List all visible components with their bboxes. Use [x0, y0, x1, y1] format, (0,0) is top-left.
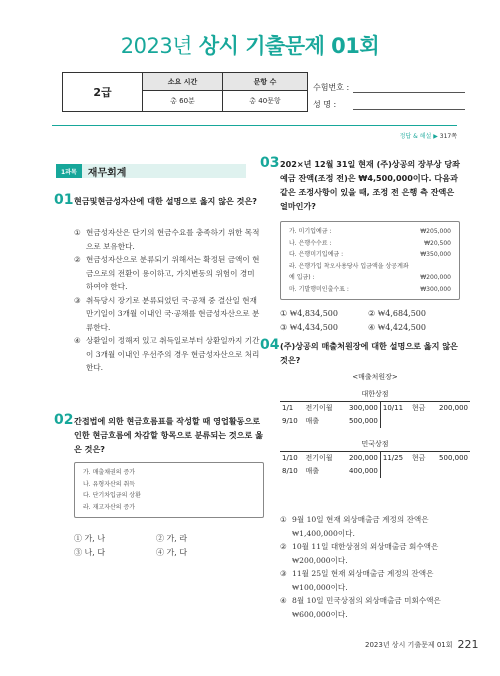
ledger-table [280, 401, 470, 428]
title-text: 상시 기출문제 01회 [198, 34, 380, 58]
question-number: 03 [260, 155, 280, 171]
answer-reference: 정답 & 해설 ▶ 317쪽 [399, 133, 457, 140]
question-number: 02 [54, 412, 74, 428]
ledger-name: 대한상점 [361, 390, 389, 398]
option-list [74, 226, 260, 375]
exam-name-line [353, 100, 465, 110]
option-item: ④ 상환일이 정해져 있고 취득일로부터 상환일까지 기간이 3개월 이내인 우선주의 경우 현금성자산으로 처리한다. [74, 336, 260, 372]
page-title [0, 30, 500, 60]
grade-cell: 2급 [63, 73, 143, 112]
question-number: 01 [54, 192, 74, 208]
option-list [280, 513, 458, 621]
subject-name: 재무회계 [87, 167, 127, 179]
table-row: 8/10 매출 400,000 [280, 465, 470, 478]
question-text: (주)상공의 매출처원장에 대한 설명으로 옳지 않은 것은? [280, 341, 458, 365]
ledger-name: 민국상점 [361, 440, 389, 448]
title-year: 2023년 [120, 34, 193, 58]
option-pairs: ① 가, 나 ② 가, 라 ③ 나, 다 ④ 가, 다 [74, 534, 188, 557]
subject-tag: 1과목 [56, 164, 82, 178]
subject-banner [56, 164, 246, 178]
option-item: ① 현금성자산은 단기의 현금수요를 충족하기 위한 목적으로 보유한다. [74, 228, 260, 251]
question-text: 현금및현금성자산에 대한 설명으로 옳지 않은 것은? [74, 196, 257, 206]
ledger-table [280, 451, 470, 478]
time-value: 총 60분 [143, 91, 223, 112]
exam-info-table [62, 72, 308, 112]
count-label: 문항 수 [222, 73, 307, 91]
exam-number-label: 수험번호 : [313, 83, 350, 92]
table-row: 9/10 매출 500,000 [280, 415, 470, 428]
condition-box: 가. 미기입예금 : ₩205,000 나. 은행수수료 : ₩20,500 다. 은행미기입예금 : ₩350,000 라. 은행가입 착오사용당사 입금액을 상공계좌 예 입금) : ₩200,000 마. 기발행미인출수표 : ₩300,000 [280, 221, 460, 300]
exam-name-label: 성 명 : [313, 100, 337, 109]
count-value: 총 40문항 [222, 91, 307, 112]
ledger-area [280, 371, 470, 478]
table-row: 1/10 전기이월 200,000 11/25 현금 500,000 [280, 452, 470, 466]
header-divider [52, 125, 457, 126]
question-text: 202×년 12월 31일 현재 (주)상공의 장부상 당좌예금 잔액(조정 전)은 ₩4,500,000이다. 다음과 같은 조정사항이 있을 때, 조정 전 은행 측 잔액은 얼마인가? [280, 159, 460, 211]
footer-text: 2023년 상시 기출문제 01회 [365, 640, 453, 649]
exam-number-line [353, 83, 465, 93]
time-label: 소요 시간 [143, 73, 223, 91]
option-item: ④ 8월 10일 민국상점의 외상매출금 미회수액은 ₩600,000이다. [280, 596, 441, 619]
ledger-heading: <매출처원장> [352, 373, 398, 381]
question-number: 04 [260, 337, 280, 353]
exam-fields [313, 79, 465, 113]
option-item: ③ 11월 25일 현재 외상매출금 계정의 잔액은 ₩100,000이다. [280, 569, 434, 592]
option-item: ② 10월 11일 대한상점의 외상매출금 회수액은 ₩200,000이다. [280, 542, 439, 565]
question-text: 간접법에 의한 현금흐름표를 작성할 때 영업활동으로 인한 현금흐름에 차감할 항목으로 분류되는 것으로 옳은 것은? [74, 416, 263, 454]
option-item: ② 현금성자산으로 분류되기 위해서는 확정된 금액이 현금으로의 전환이 용이하고, 가치변동의 위험이 경미하여야 한다. [74, 255, 260, 291]
condition-box: 가. 매출채권의 증가 나. 유형자산의 취득 다. 단기차입금의 상환 라. 재고자산의 증가 [74, 462, 264, 518]
table-row: 1/1 전기이월 300,000 10/11 현금 200,000 [280, 402, 470, 416]
option-item: ③ 취득당시 장기로 분류되었던 국·공채 중 결산일 현재 만기일이 3개월 이내인 국·공채를 현금성자산으로 분류한다. [74, 295, 260, 332]
option-item: ① 9월 10일 현재 외상매출금 계정의 잔액은 ₩1,400,000이다. [280, 515, 429, 538]
page-footer [365, 638, 479, 651]
option-pairs: ① ₩4,834,500 ② ₩4,684,500 ③ ₩4,434,500 ④ ₩4,424,500 [280, 309, 426, 332]
page-number: 221 [457, 638, 479, 651]
